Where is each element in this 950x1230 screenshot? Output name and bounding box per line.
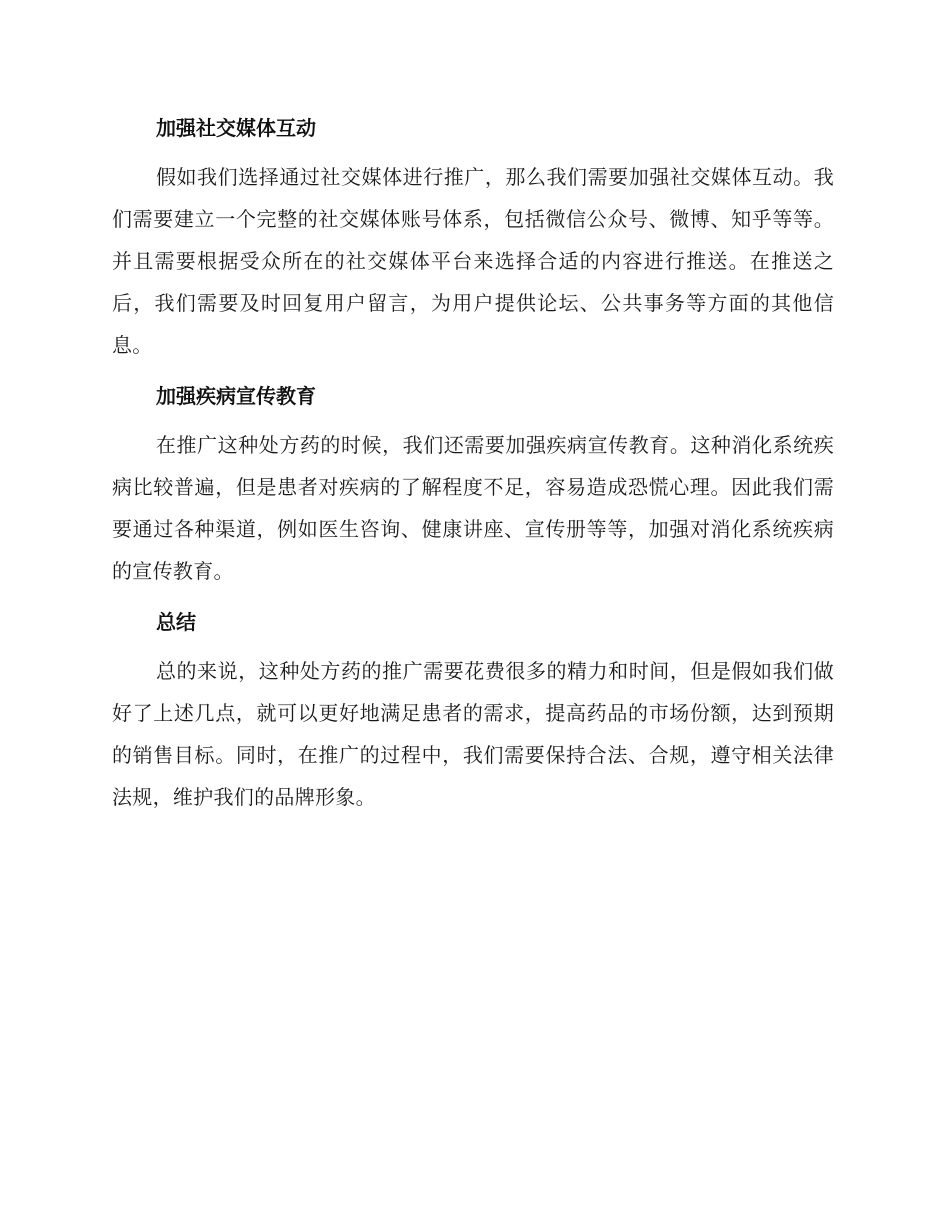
section-paragraph-disease-education: 在推广这种处方药的时候，我们还需要加强疾病宣传教育。这种消化系统疾病比较普遍，但是患者对疾病的了解程度不足，容易造成恐慌心理。因此我们需要通过各种渠道，例如医生咨询、健康讲座、宣传册等等，加强对消化系统疾病的宣传教育。 bbox=[112, 433, 834, 583]
section-heading-summary: 总结 bbox=[156, 610, 196, 634]
section-paragraph-social-media: 假如我们选择通过社交媒体进行推广，那么我们需要加强社交媒体互动。我们需要建立一个完整的社交媒体账号体系，包括微信公众号、微博、知乎等等。并且需要根据受众所在的社交媒体平台来选择合适的内容进行推送。在推送之后，我们需要及时回复用户留言，为用户提供论坛、公共事务等方面的其他信息。 bbox=[112, 165, 834, 357]
document-body bbox=[112, 108, 834, 818]
section-paragraph-summary: 总的来说，这种处方药的推广需要花费很多的精力和时间，但是假如我们做好了上述几点，就可以更好地满足患者的需求，提高药品的市场份额，达到预期的销售目标。同时，在推广的过程中，我们需要保持合法、合规，遵守相关法律法规，维护我们的品牌形象。 bbox=[112, 659, 834, 809]
section-heading-disease-education: 加强疾病宣传教育 bbox=[156, 384, 316, 408]
section-heading-social-media: 加强社交媒体互动 bbox=[156, 116, 316, 140]
